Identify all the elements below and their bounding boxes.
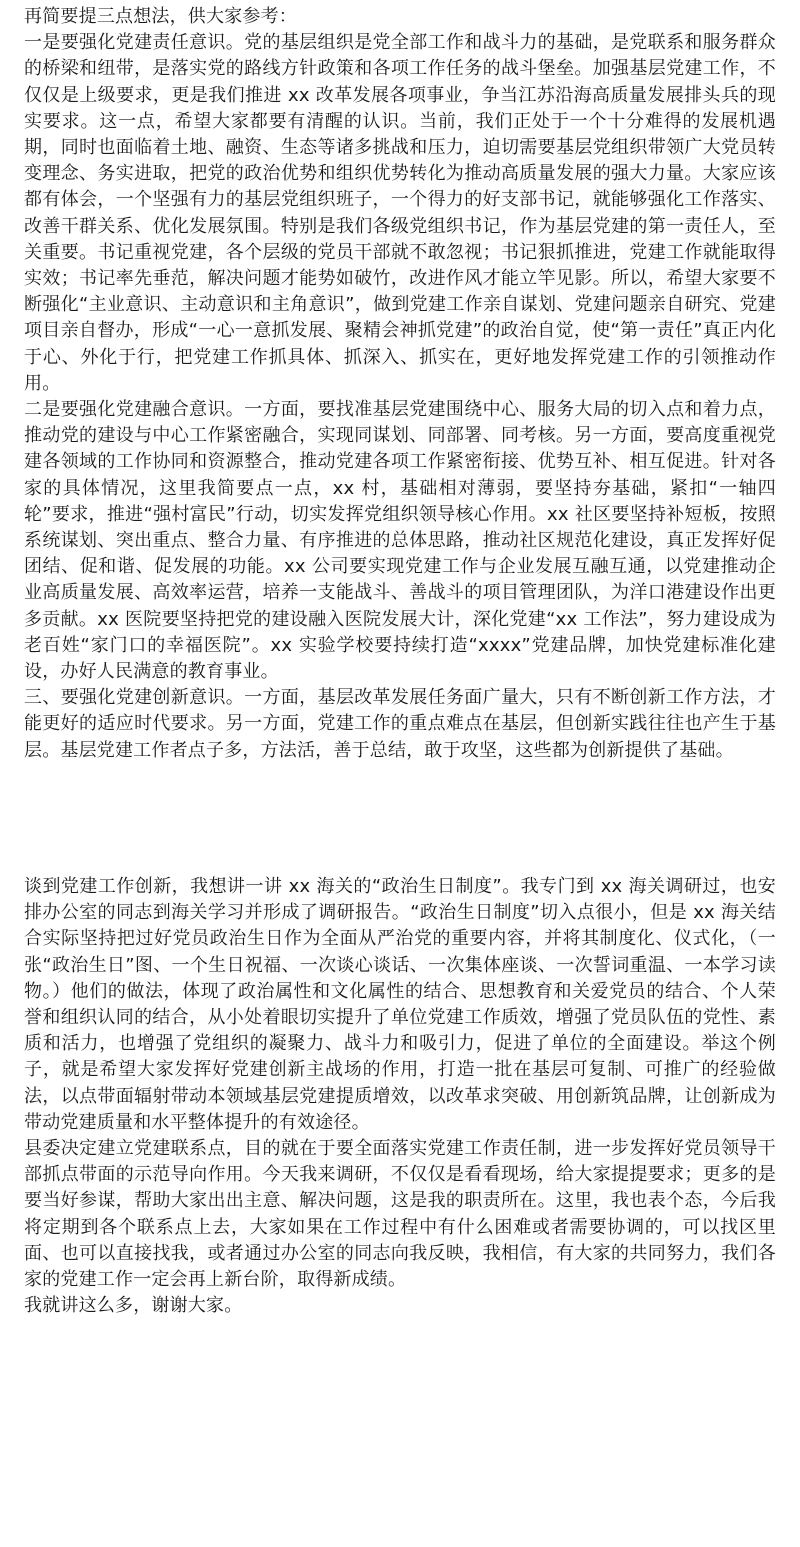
speech-section-closing: [24, 874, 776, 1319]
point-two-paragraph: 二是要强化党建融合意识。一方面，要找准基层党建围绕中心、服务大局的切入点和着力点，推动党的建设与中心工作紧密融合，实现同谋划、同部署、同考核。另一方面，要高度重视党建各领域的工作协同和资源整合，推动党建各项工作紧密衔接、优势互补、相互促进。针对各家的具体情况，这里我简要点一点，xx 村，基础相对薄弱，要坚持夯基础，紧扣“一轴四轮”要求，推进“强村富民”行动，切实发挥党组织领导核心作用。xx 社区要坚持补短板，按照系统谋划、突出重点、整合力量、有序推进的总体思路，推动社区规范化建设，真正发挥好促团结、促和谐、促发展的功能。xx 公司要实现党建工作与企业发展互融互通，以党建推动企业高质量发展、高效率运营，培养一支能战斗、善战斗的项目管理团队，为洋口港建设作出更多贡献。xx 医院要坚持把党的建设融入医院发展大计，深化党建“xx 工作法”，努力建设成为老百姓“家门口的幸福医院”。xx 实验学校要持续打造“xxxx”党建品牌，加快党建标准化建设，办好人民满意的教育事业。: [24, 399, 776, 683]
closing-paragraph: 我就讲这么多，谢谢大家。: [24, 1295, 243, 1317]
contact-points-paragraph: 县委决定建立党建联系点，目的就在于要全面落实党建工作责任制，进一步发挥好党员领导干部抓点带面的示范导向作用。今天我来调研，不仅仅是看看现场，给大家提提要求；更多的是要当好参谋，帮助大家出出主意、解决问题，这是我的职责所在。这里，我也表个态，今后我将定期到各个联系点上去，大家如果在工作过程中有什么困难或者需要协调的，可以找区里面、也可以直接找我，或者通过办公室的同志向我反映，我相信，有大家的共同努力，我们各家的党建工作一定会再上新台阶，取得新成绩。: [24, 1138, 776, 1291]
speech-section-points: [24, 4, 776, 764]
intro-paragraph: 再简要提三点想法，供大家参考：: [24, 6, 297, 27]
point-one-paragraph: 一是要强化党建责任意识。党的基层组织是党全部工作和战斗力的基础，是党联系和服务群众的桥梁和纽带，是落实党的路线方针政策和各项工作任务的战斗堡垒。加强基层党建工作，不仅仅是上级要求，更是我们推进 xx 改革发展各项事业，争当江苏沿海高质量发展排头兵的现实要求。这一点，希望大家都要有清醒的认识。当前，我们正处于一个十分难得的发展机遇期，同时也面临着土地、融资、生态等诸多挑战和压力，迫切需要基层党组织带领广大党员转变理念、务实进取，把党的政治优势和组织优势转化为推动高质量发展的强大力量。大家应该都有体会，一个坚强有力的基层党组织班子，一个得力的好支部书记，就能够强化工作落实、改善干群关系、优化发展氛围。特别是我们各级党组织书记，作为基层党建的第一责任人，至关重要。书记重视党建，各个层级的党员干部就不敢忽视；书记狠抓推进，党建工作就能取得实效；书记率先垂范，解决问题才能势如破竹，改进作风才能立竿见影。所以，希望大家要不断强化“主业意识、主动意识和主角意识”，做到党建工作亲自谋划、党建问题亲自研究、党建项目亲自督办，形成“一心一意抓发展、聚精会神抓党建”的政治自觉，使“第一责任”真正内化于心、外化于行，把党建工作抓具体、抓深入、抓实在，更好地发挥党建工作的引领推动作用。: [24, 32, 776, 394]
innovation-example-paragraph: 谈到党建工作创新，我想讲一讲 xx 海关的“政治生日制度”。我专门到 xx 海关调研过，也安排办公室的同志到海关学习并形成了调研报告。“政治生日制度”切入点很小，但是 xx 海关结合实际坚持把过好党员政治生日作为全面从严治党的重要内容，并将其制度化、仪式化，（一张“政治生日”图、一个生日祝福、一次谈心谈话、一次集体座谈、一次誓词重温、一本学习读物。）他们的做法，体现了政治属性和文化属性的结合、思想教育和关爱党员的结合、个人荣誉和组织认同的结合，从小处着眼切实提升了单位党建工作质效，增强了党员队伍的党性、素质和活力，也增强了党组织的凝聚力、战斗力和吸引力，促进了单位的全面建设。举这个例子，就是希望大家发挥好党建创新主战场的作用，打造一批在基层可复制、可推广的经验做法，以点带面辐射带动本领域基层党建提质增效，以改革求突破、用创新筑品牌，让创新成为带动党建质量和水平整体提升的有效途径。: [24, 876, 776, 1133]
point-three-paragraph: 三、要强化党建创新意识。一方面，基层改革发展任务面广量大，只有不断创新工作方法，才能更好的适应时代要求。另一方面，党建工作的重点难点在基层，但创新实践往往也产生于基层。基层党建工作者点子多，方法活，善于总结，敢于攻坚，这些都为创新提供了基础。: [24, 687, 776, 761]
